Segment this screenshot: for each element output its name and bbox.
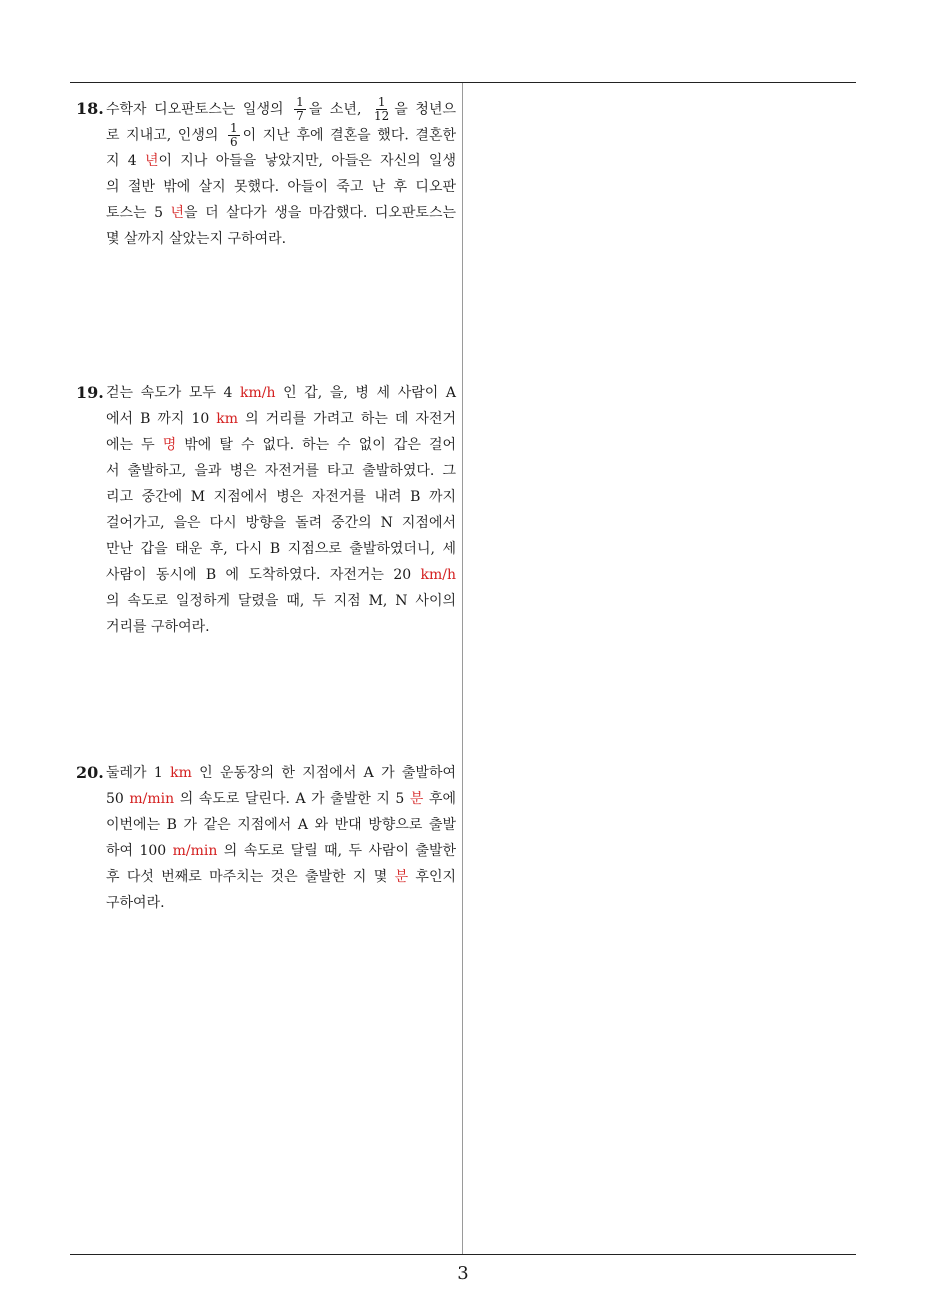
text-segment: 이 지난 후에 결혼을 했다. 결혼한 [242, 127, 456, 144]
problem-text [106, 96, 456, 252]
unit-highlight: km/h [420, 567, 456, 583]
text-segment: 이 지나 아들을 낳았지만, 아들은 자신의 일생 [158, 153, 456, 169]
text-line [106, 786, 456, 812]
text-line [106, 226, 456, 252]
text-segment: 사람이 동시에 B 에 도착하였다. 자전거는 20 [106, 567, 421, 583]
unit-highlight: 분 [394, 869, 409, 885]
text-segment: 의 속도로 달릴 때, 두 사람이 출발한 [217, 843, 457, 859]
top-rule [70, 82, 856, 83]
text-segment: 걷는 속도가 모두 4 [106, 385, 241, 401]
text-line [106, 812, 456, 838]
unit-highlight: m/min [172, 843, 218, 859]
text-segment: 후에 [423, 791, 457, 807]
text-segment: 의 속도로 달린다. A 가 출발한 지 5 [174, 791, 410, 807]
text-line [106, 406, 456, 432]
fraction-numerator: 1 [296, 95, 304, 109]
fraction-numerator: 1 [229, 121, 238, 135]
text-segment: 후 다섯 번째로 마주치는 것은 출발한 지 몇 [106, 869, 395, 885]
bottom-rule [70, 1254, 856, 1255]
unit-highlight: km/h [240, 385, 276, 401]
unit-highlight: 년 [144, 153, 159, 169]
fraction-numerator: 1 [377, 95, 386, 109]
fraction-denominator: 12 [374, 109, 390, 123]
text-line [106, 760, 456, 786]
text-line [106, 174, 456, 200]
text-line [106, 890, 456, 916]
unit-highlight: m/min [129, 791, 175, 807]
text-segment: 인 갑, 을, 병 세 사람이 A [275, 385, 456, 401]
fraction [372, 96, 391, 123]
text-segment: 둘레가 1 [106, 765, 171, 781]
text-line [106, 838, 456, 864]
text-line [106, 864, 456, 890]
text-segment: 토스는 5 [106, 205, 171, 221]
text-segment: 의 속도로 일정하게 달렸을 때, 두 지점 M, N 사이의 [106, 593, 456, 609]
problem-18 [76, 96, 456, 252]
text-segment: 만난 갑을 태운 후, 다시 B 지점으로 출발하였더니, 세 [106, 541, 456, 557]
text-segment: 후인지 [408, 869, 456, 885]
text-segment: 인 운동장의 한 지점에서 A 가 출발하여 [191, 765, 456, 781]
text-segment: 서 출발하고, 을과 병은 자전거를 타고 출발하였다. 그 [106, 463, 456, 479]
unit-highlight: km [216, 411, 239, 427]
fraction [228, 122, 240, 149]
text-line [106, 148, 456, 174]
problem-text [106, 380, 456, 640]
text-line [106, 122, 456, 148]
unit-highlight: 년 [170, 205, 185, 221]
text-line [106, 510, 456, 536]
text-segment: 을 더 살다가 생을 마감했다. 디오판토스는 [184, 205, 456, 221]
text-line [106, 380, 456, 406]
text-segment: 밖에 탈 수 없다. 하는 수 없이 갑은 걸어 [176, 437, 456, 453]
text-line [106, 588, 456, 614]
text-segment: 의 절반 밖에 살지 못했다. 아들이 죽고 난 후 디오판 [106, 179, 456, 195]
unit-highlight: km [170, 765, 192, 781]
text-line [106, 536, 456, 562]
text-segment: 을 청년으 [394, 101, 457, 118]
text-segment: 에서 B 까지 10 [106, 411, 217, 427]
text-segment: 이번에는 B 가 같은 지점에서 A 와 반대 방향으로 출발 [106, 817, 456, 833]
text-line [106, 562, 456, 588]
text-segment: 구하여라. [106, 895, 165, 911]
text-segment: 몇 살까지 살았는지 구하여라. [106, 231, 287, 247]
problem-20 [76, 760, 456, 916]
text-line [106, 200, 456, 226]
text-line [106, 432, 456, 458]
text-segment: 리고 중간에 M 지점에서 병은 자전거를 내려 B 까지 [106, 489, 456, 505]
fraction-denominator: 6 [229, 135, 238, 149]
fraction [294, 96, 306, 123]
text-segment: 의 거리를 가려고 하는 데 자전거 [238, 411, 457, 427]
text-line [106, 96, 456, 122]
text-line [106, 614, 456, 640]
text-segment: 을 소년, [308, 101, 370, 118]
problem-text [106, 760, 456, 916]
text-segment: 수학자 디오판토스는 일생의 [106, 101, 292, 118]
problem-number: 19. [76, 383, 104, 402]
text-segment: 에는 두 [106, 437, 163, 453]
text-segment: 거리를 구하여라. [106, 619, 210, 635]
problem-number: 20. [76, 763, 104, 782]
fraction-denominator: 7 [296, 109, 304, 123]
problem-19 [76, 380, 456, 640]
text-segment: 50 [106, 791, 130, 807]
text-line [106, 458, 456, 484]
text-segment: 하여 100 [106, 843, 173, 859]
unit-highlight: 명 [162, 437, 177, 453]
text-segment: 걸어가고, 을은 다시 방향을 돌려 중간의 N 지점에서 [106, 515, 456, 531]
text-segment: 지 4 [106, 153, 145, 169]
column-divider [462, 83, 463, 1255]
page-number: 3 [457, 1263, 469, 1284]
problem-number: 18. [76, 99, 104, 118]
text-segment: 로 지내고, 인생의 [106, 127, 225, 144]
unit-highlight: 분 [409, 791, 424, 807]
text-line [106, 484, 456, 510]
